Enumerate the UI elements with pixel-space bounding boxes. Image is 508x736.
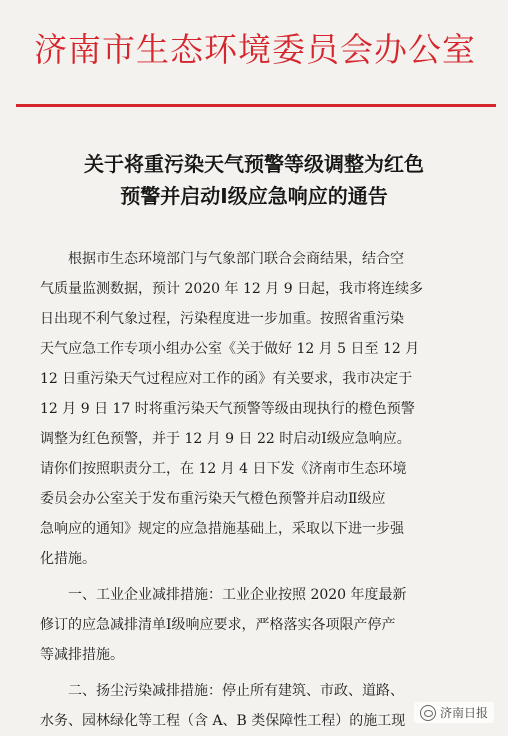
text-line: 根据市生态环境部门与气象部门联合会商结果，结合空: [68, 251, 404, 267]
text-line: 等减排措施。: [40, 647, 124, 663]
text-line: 急响应的通知》规定的应急措施基础上，采取以下进一步强: [40, 521, 404, 537]
agency-header: 济南市生态环境委员会办公室: [34, 30, 476, 69]
source-watermark: [414, 702, 494, 723]
text-line: 水务、园林绿化等工程（含 A、B 类保障性工程）的施工现: [40, 713, 406, 729]
text-line: 请你们按照职责分工，在 12 月 4 日下发《济南市生态环境: [40, 461, 407, 477]
document-title: [50, 148, 458, 212]
text-line: 一、工业企业减排措施：工业企业按照 2020 年度最新: [68, 587, 407, 603]
title-line-2: 预警并启动Ⅰ级应急响应的通告: [120, 184, 388, 208]
watermark-label: 济南日报: [439, 706, 488, 720]
text-line: 天气应急工作专项小组办公室《关于做好 12 月 5 日至 12 月: [40, 341, 420, 357]
paragraph-3: [40, 676, 476, 736]
text-line: 化措施。: [40, 551, 96, 567]
paragraph-2: [40, 580, 476, 670]
text-line: 二、扬尘污染减排措施：停止所有建筑、市政、道路、: [68, 683, 404, 699]
text-line: 气质量监测数据，预计 2020 年 12 月 9 日起，我市将连续多: [40, 281, 424, 297]
text-line: 调整为红色预警，并于 12 月 9 日 22 时启动Ⅰ级应急响应。: [40, 431, 411, 447]
title-line-1: 关于将重污染天气预警等级调整为红色: [84, 152, 424, 176]
text-line: 委员会办公室关于发布重污染天气橙色预警并启动Ⅱ级应: [40, 491, 386, 507]
body-text: [40, 244, 476, 736]
text-line: 修订的应急减排清单Ⅰ级响应要求，严格落实各项限产停产: [40, 617, 396, 633]
header-red-rule: [16, 104, 496, 107]
text-line: 日出现不利气象过程，污染程度进一步加重。按照省重污染: [40, 311, 404, 327]
text-line: 12 日重污染天气过程应对工作的函》有关要求，我市决定于: [40, 371, 413, 387]
wechat-icon: [420, 705, 436, 721]
text-line: 12 月 9 日 17 时将重污染天气预警等级由现执行的橙色预警: [40, 401, 415, 417]
paragraph-1: [40, 244, 476, 574]
